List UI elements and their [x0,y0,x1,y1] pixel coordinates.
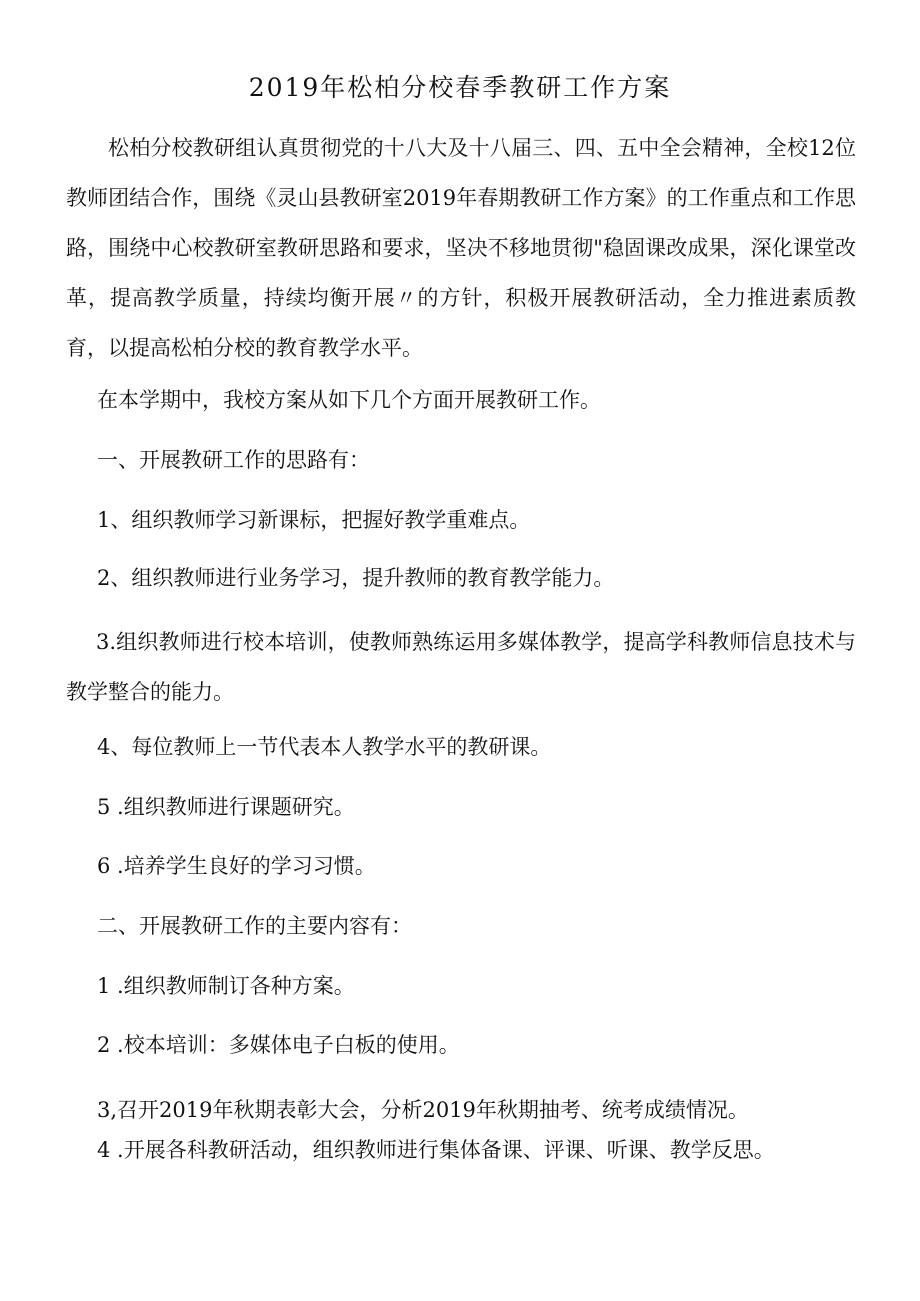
document-title: 2019年松柏分校春季教研工作方案 [248,73,672,102]
section1-heading: 一、开展教研工作的思路有： [97,448,370,472]
section1-item-1: 1、组织教师学习新课标，把握好教学重难点。 [97,508,531,532]
section1-item-4: 4、每位教师上一节代表本人教学水平的教研课。 [97,735,552,759]
section2-item-2: 2 .校本培训：多媒体电子白板的使用。 [97,1033,460,1057]
section1-item-5: 5 .组织教师进行课题研究。 [97,795,355,819]
section2-item-3: 3,召开2019年秋期表彰大会，分析2019年秋期抽考、统考成绩情况。 [97,1098,749,1122]
section1-item-6: 6 .培养学生良好的学习习惯。 [97,854,376,878]
section1-item-2: 2、组织教师进行业务学习，提升教师的教育教学能力。 [97,566,615,590]
section1-item-3: 3.组织教师进行校本培训，使教师熟练运用多媒体教学，提高学科教师信息技术与教学整合的能力。 [66,630,856,704]
section2-item-4: 4 .开展各科教研活动，组织教师进行集体备课、评课、听课、教学反思。 [97,1138,775,1162]
intro-paragraph: 松柏分校教研组认真贯彻党的十八大及十八届三、四、五中全会精神，全校12位教师团结合作，围绕《灵山县教研室2019年春期教研工作方案》的工作重点和工作思路，围绕中心校教研室教研思路和要求，坚决不移地贯彻"稳固课改成果，深化课堂改革，提高教学质量，持续均衡开展〃的方针，积极开展教研活动，全力推进素质教育，以提高松柏分校的教育教学水平。 [66,136,856,360]
section2-heading: 二、开展教研工作的主要内容有： [97,914,412,938]
plan-statement: 在本学期中，我校方案从如下几个方面开展教研工作。 [97,388,601,412]
section2-item-1: 1 .组织教师制订各种方案。 [97,974,355,998]
